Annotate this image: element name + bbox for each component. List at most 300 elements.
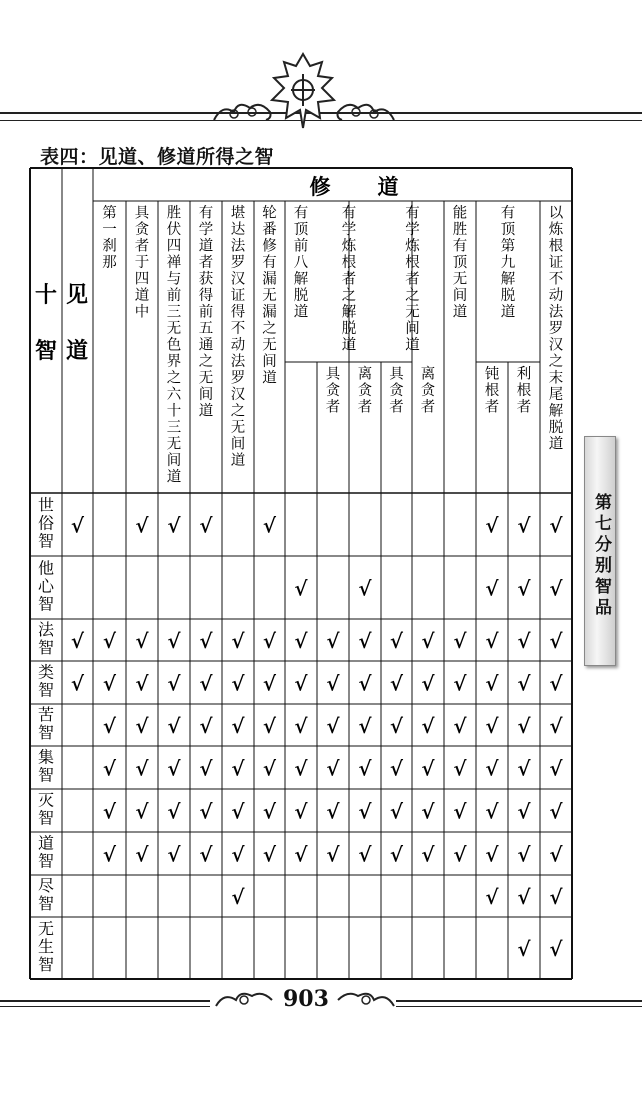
header-char: 见 (65, 282, 89, 308)
check-mark: √ (517, 799, 531, 824)
check-mark: √ (199, 842, 213, 867)
check-mark: √ (358, 714, 372, 738)
check-mark: √ (262, 714, 277, 738)
header-char: 能 (452, 205, 468, 222)
header-char: 智 (37, 851, 55, 871)
header-char: 学 (341, 222, 357, 238)
check-mark: √ (389, 629, 404, 653)
header-char: 有 (198, 205, 214, 222)
header-char: 以 (548, 205, 564, 222)
header-char: 解 (341, 304, 357, 321)
header-char: 学 (198, 222, 214, 238)
check-mark: √ (358, 842, 372, 867)
header-char: 间 (452, 288, 468, 304)
check-mark: √ (326, 842, 340, 867)
header-char: 道 (293, 304, 309, 321)
footer-cloud-right-icon (334, 988, 396, 1010)
check-mark: √ (421, 629, 435, 653)
check-mark: √ (135, 842, 149, 867)
header-char: 智 (37, 955, 55, 974)
check-mark: √ (102, 842, 117, 867)
check-mark: √ (421, 756, 435, 781)
header-char: 有 (405, 205, 420, 222)
header-char: 钝 (484, 366, 500, 383)
check-mark: √ (102, 756, 117, 781)
check-mark: √ (453, 756, 467, 781)
footer-cloud-left-icon (214, 988, 276, 1010)
header-char: 离 (357, 366, 373, 383)
check-mark: √ (231, 629, 245, 653)
header-char: 心 (37, 576, 55, 596)
header-char: 类 (37, 662, 55, 682)
check-mark: √ (135, 799, 149, 824)
header-char: 根 (484, 383, 500, 399)
header-char: 炼 (548, 222, 564, 238)
check-mark: √ (453, 714, 467, 738)
header-char: 道 (37, 833, 55, 853)
header-char: 八 (293, 255, 309, 271)
header-char: 四 (166, 238, 182, 255)
header-char: 者 (341, 271, 357, 288)
header-char: 那 (102, 255, 117, 271)
header-char: 炼 (341, 238, 357, 255)
header-char: 脱 (341, 321, 357, 337)
check-mark: √ (135, 756, 149, 781)
header-char: 具 (389, 366, 404, 383)
check-mark: √ (167, 671, 181, 696)
subheader-5 (485, 366, 500, 416)
header-char: 不 (230, 321, 246, 337)
header-char: 达 (230, 222, 246, 238)
subheader-1 (326, 366, 342, 416)
check-mark: √ (549, 629, 563, 653)
check-mark: √ (167, 799, 181, 824)
column-header-5 (231, 205, 246, 470)
check-mark: √ (135, 671, 149, 696)
header-char: 之 (548, 354, 564, 370)
column-header-8 (342, 205, 357, 354)
header-char: 智 (37, 808, 55, 828)
header-char: 之 (341, 288, 357, 304)
header-char: 证 (230, 288, 246, 304)
header-char: 第 (102, 205, 117, 222)
table-caption: 表四：见道、修道所得之智 (40, 146, 275, 168)
column-header-3 (167, 205, 182, 486)
header-char: 法 (230, 238, 246, 255)
header-char: 根 (516, 383, 532, 399)
header-char: 五 (198, 321, 214, 337)
header-char: 顶 (452, 255, 468, 271)
row-label-8 (38, 834, 54, 871)
column-header-11 (501, 205, 516, 321)
header-char: 三 (166, 304, 182, 321)
header-xiu-dao-2: 道 (377, 174, 399, 199)
row-label-7 (38, 791, 54, 828)
column-header-10 (453, 205, 468, 321)
check-mark: √ (517, 629, 531, 653)
header-char: 无 (452, 271, 468, 288)
check-mark: √ (262, 671, 277, 696)
check-mark: √ (199, 756, 213, 781)
check-mark: √ (231, 671, 245, 696)
check-mark: √ (70, 629, 85, 653)
check-mark: √ (549, 671, 563, 696)
header-char: 贪 (420, 383, 436, 399)
header-char: 根 (341, 255, 357, 271)
footer-rule-right-thin (396, 1006, 642, 1007)
check-mark: √ (517, 671, 531, 696)
header-char: 法 (230, 354, 246, 370)
header-char: 解 (293, 271, 309, 288)
check-mark: √ (421, 714, 435, 738)
check-mark: √ (326, 671, 340, 696)
check-mark: √ (326, 714, 340, 738)
column-header-6 (262, 205, 277, 387)
header-char: 间 (198, 387, 214, 403)
check-mark: √ (421, 671, 435, 696)
header-char: 色 (166, 337, 182, 354)
row-label-4 (38, 663, 54, 700)
check-mark: √ (135, 714, 149, 738)
header-char: 脱 (548, 420, 564, 436)
header-char: 道 (65, 338, 89, 364)
header-char: 界 (166, 354, 182, 370)
header-char: 脱 (500, 288, 516, 304)
check-mark: √ (517, 756, 531, 781)
check-mark: √ (262, 842, 277, 867)
header-char: 道 (452, 304, 468, 321)
check-mark: √ (167, 513, 181, 538)
header-char: 脱 (293, 288, 309, 304)
check-mark: √ (389, 842, 404, 867)
row-label-10 (38, 919, 54, 974)
check-mark: √ (231, 714, 245, 738)
check-mark: √ (294, 714, 308, 738)
header-char: 前 (166, 288, 182, 304)
header-jian-dao (66, 282, 88, 364)
header-char: 汉 (548, 337, 564, 354)
header-char: 智 (37, 723, 55, 742)
header-char: 罗 (230, 370, 246, 387)
header-char: 他 (37, 558, 55, 578)
check-mark: √ (262, 513, 277, 538)
header-char: 具 (134, 205, 150, 222)
header-char: 者 (357, 399, 373, 416)
check-mark: √ (167, 756, 181, 781)
page-number: 903 (283, 986, 329, 1012)
check-mark: √ (517, 513, 531, 538)
check-mark: √ (453, 629, 467, 653)
row-label-1 (38, 496, 54, 551)
header-char: 集 (37, 747, 55, 767)
header-char: 之 (262, 321, 277, 337)
check-mark: √ (231, 799, 245, 824)
check-mark: √ (294, 842, 308, 867)
header-char: 根 (548, 238, 564, 255)
check-mark: √ (326, 799, 340, 824)
check-mark: √ (70, 513, 85, 538)
header-char: 胜 (166, 205, 182, 222)
column-header-12 (549, 205, 564, 453)
header-char: 得 (230, 304, 246, 321)
check-mark: √ (262, 799, 277, 824)
column-header-1 (102, 205, 117, 272)
check-mark: √ (485, 756, 499, 781)
check-mark: √ (294, 576, 308, 601)
check-mark: √ (199, 513, 213, 538)
header-char: 贪 (134, 222, 150, 238)
check-mark: √ (517, 885, 531, 909)
header-char: 证 (548, 255, 564, 271)
header-char: 贪 (357, 383, 373, 399)
check-mark: √ (199, 799, 213, 824)
chapter-side-tab (584, 436, 616, 666)
check-mark: √ (453, 799, 467, 824)
header-char: 之 (230, 403, 246, 420)
footer-rule-left (0, 1000, 210, 1002)
header-char: 获 (198, 271, 214, 288)
header-char: 贪 (325, 383, 341, 399)
subheader-4 (421, 366, 436, 416)
header-char: 利 (516, 366, 532, 383)
header-char: 解 (500, 271, 516, 288)
check-mark: √ (358, 576, 372, 601)
header-char: 罗 (548, 321, 564, 337)
subheader-3 (389, 366, 405, 416)
check-mark: √ (517, 937, 531, 961)
header-char: 无 (166, 321, 182, 337)
header-char: 十 (34, 282, 58, 308)
header-char: 与 (166, 271, 182, 288)
header-char: 智 (34, 338, 58, 364)
header-char: 有 (500, 205, 516, 222)
header-char: 者 (405, 271, 420, 288)
header-char: 苦 (37, 705, 55, 724)
header-char: 道 (262, 370, 277, 387)
header-char: 末 (548, 370, 564, 387)
header-char: 生 (37, 937, 55, 956)
header-char: 道 (134, 288, 150, 304)
check-mark: √ (231, 842, 245, 867)
check-mark: √ (294, 799, 308, 824)
check-mark: √ (199, 714, 213, 738)
check-mark: √ (485, 629, 499, 653)
header-char: 法 (37, 620, 55, 639)
header-char: 世 (37, 495, 55, 515)
header-char: 轮 (262, 205, 277, 222)
check-mark: √ (231, 885, 245, 909)
header-char: 无 (262, 288, 277, 304)
header-char: 之 (405, 288, 420, 304)
header-char: 四 (134, 271, 150, 288)
check-mark: √ (199, 629, 213, 653)
header-char: 得 (198, 288, 214, 304)
check-mark: √ (485, 576, 499, 601)
header-char: 有 (293, 205, 309, 222)
header-char: 解 (548, 403, 564, 420)
check-mark: √ (135, 629, 149, 653)
header-char: 无 (198, 370, 214, 387)
check-mark: √ (549, 799, 563, 824)
header-char: 十 (166, 403, 182, 420)
header-char: 道 (166, 469, 182, 486)
header-char: 法 (548, 304, 564, 321)
check-mark: √ (485, 714, 499, 738)
header-char: 于 (134, 255, 150, 271)
check-mark: √ (421, 799, 435, 824)
row-label-5 (38, 705, 54, 742)
header-char: 汉 (230, 387, 246, 403)
row-label-6 (38, 748, 54, 785)
header-char: 者 (325, 399, 341, 416)
header-char: 智 (37, 765, 55, 785)
header-char: 中 (134, 304, 150, 321)
check-mark: √ (102, 714, 117, 738)
check-mark: √ (358, 671, 372, 696)
check-mark: √ (549, 756, 563, 781)
column-header-2 (135, 205, 151, 321)
header-char: 离 (420, 366, 436, 383)
header-char: 动 (548, 288, 564, 304)
header-char: 顶 (293, 222, 309, 238)
column-header-4 (199, 205, 214, 420)
header-char: 禅 (166, 255, 182, 271)
row-label-9 (38, 876, 54, 913)
check-mark: √ (167, 842, 181, 867)
check-mark: √ (262, 629, 277, 653)
check-mark: √ (231, 756, 245, 781)
header-char: 顶 (500, 222, 516, 238)
check-mark: √ (421, 842, 435, 867)
header-char: 有 (262, 255, 277, 271)
check-mark: √ (326, 629, 340, 653)
check-mark: √ (389, 799, 404, 824)
check-mark: √ (485, 799, 499, 824)
header-char: 道 (198, 403, 214, 420)
check-mark: √ (70, 671, 85, 696)
row-label-2 (38, 559, 55, 614)
header-char: 具 (325, 366, 341, 383)
check-mark: √ (294, 756, 308, 781)
subheader-2 (358, 366, 373, 416)
check-mark: √ (453, 671, 467, 696)
header-char: 有 (452, 238, 468, 255)
check-mark: √ (102, 799, 117, 824)
header-char: 道 (500, 304, 516, 321)
header-char: 之 (198, 354, 214, 370)
header-char: 间 (262, 354, 277, 370)
check-mark: √ (517, 714, 531, 738)
header-char: 者 (516, 399, 532, 416)
header-char: 九 (500, 255, 516, 271)
header-char: 三 (166, 420, 182, 436)
check-mark: √ (294, 629, 308, 653)
header-char: 尽 (37, 876, 55, 895)
check-mark: √ (358, 799, 372, 824)
column-header-9 (405, 205, 420, 354)
header-char: 不 (548, 271, 564, 288)
header-char: 之 (166, 370, 182, 387)
header-char: 刹 (102, 238, 117, 255)
header-char: 无 (262, 337, 277, 354)
check-mark: √ (389, 671, 404, 696)
check-mark: √ (485, 842, 499, 867)
header-char: 智 (37, 680, 55, 700)
header-char: 无 (166, 436, 182, 453)
header-char: 前 (293, 238, 309, 255)
header-char: 间 (166, 453, 182, 469)
header-char: 漏 (262, 271, 277, 288)
check-mark: √ (389, 756, 404, 781)
header-char: 修 (262, 238, 277, 255)
header-char: 根 (405, 255, 420, 271)
header-char: 者 (420, 399, 436, 416)
header-char: 学 (405, 222, 420, 238)
header-char: 智 (37, 594, 55, 614)
header-char: 六 (166, 387, 182, 403)
header-char: 贪 (389, 383, 404, 399)
header-char: 一 (102, 222, 117, 238)
subheader-6 (517, 366, 532, 416)
header-char: 智 (37, 894, 55, 913)
check-mark: √ (517, 576, 531, 601)
column-header-7 (294, 205, 309, 321)
header-char: 道 (198, 238, 214, 255)
check-mark: √ (485, 885, 499, 909)
header-char: 道 (405, 337, 420, 354)
header-char: 间 (230, 436, 246, 453)
header-char: 无 (405, 304, 420, 321)
check-mark: √ (167, 714, 181, 738)
header-char: 罗 (230, 255, 246, 271)
check-mark: √ (549, 842, 563, 867)
footer-rule-right (396, 1000, 642, 1002)
header-char: 番 (262, 222, 277, 238)
header-shi-zhi (35, 282, 57, 364)
header-char: 无 (37, 919, 55, 938)
check-mark: √ (102, 629, 117, 653)
check-mark: √ (167, 629, 181, 653)
check-mark: √ (549, 576, 563, 601)
header-char: 尾 (548, 387, 564, 403)
check-mark: √ (453, 842, 467, 867)
check-mark: √ (485, 513, 499, 538)
header-char: 第 (500, 238, 516, 255)
header-char: 智 (37, 531, 55, 551)
header-char: 炼 (405, 238, 420, 255)
check-mark: √ (294, 671, 308, 696)
header-char: 者 (484, 399, 500, 416)
check-mark: √ (549, 937, 563, 961)
header-char: 胜 (452, 222, 468, 238)
header-xiu-dao-1: 修 (309, 174, 331, 199)
footer-rule-left-thin (0, 1006, 210, 1007)
check-mark: √ (358, 756, 372, 781)
header-char: 汉 (230, 271, 246, 288)
check-mark: √ (549, 885, 563, 909)
check-mark: √ (389, 714, 404, 738)
check-mark: √ (549, 513, 563, 538)
header-char: 者 (198, 255, 214, 271)
check-mark: √ (199, 671, 213, 696)
chapter-side-tab-label: 第七分别智品 (591, 493, 611, 619)
header-char: 者 (134, 238, 150, 255)
check-mark: √ (549, 714, 563, 738)
header-char: 道 (230, 453, 246, 469)
check-mark: √ (102, 671, 117, 696)
check-mark: √ (326, 756, 340, 781)
header-char: 智 (37, 638, 55, 657)
